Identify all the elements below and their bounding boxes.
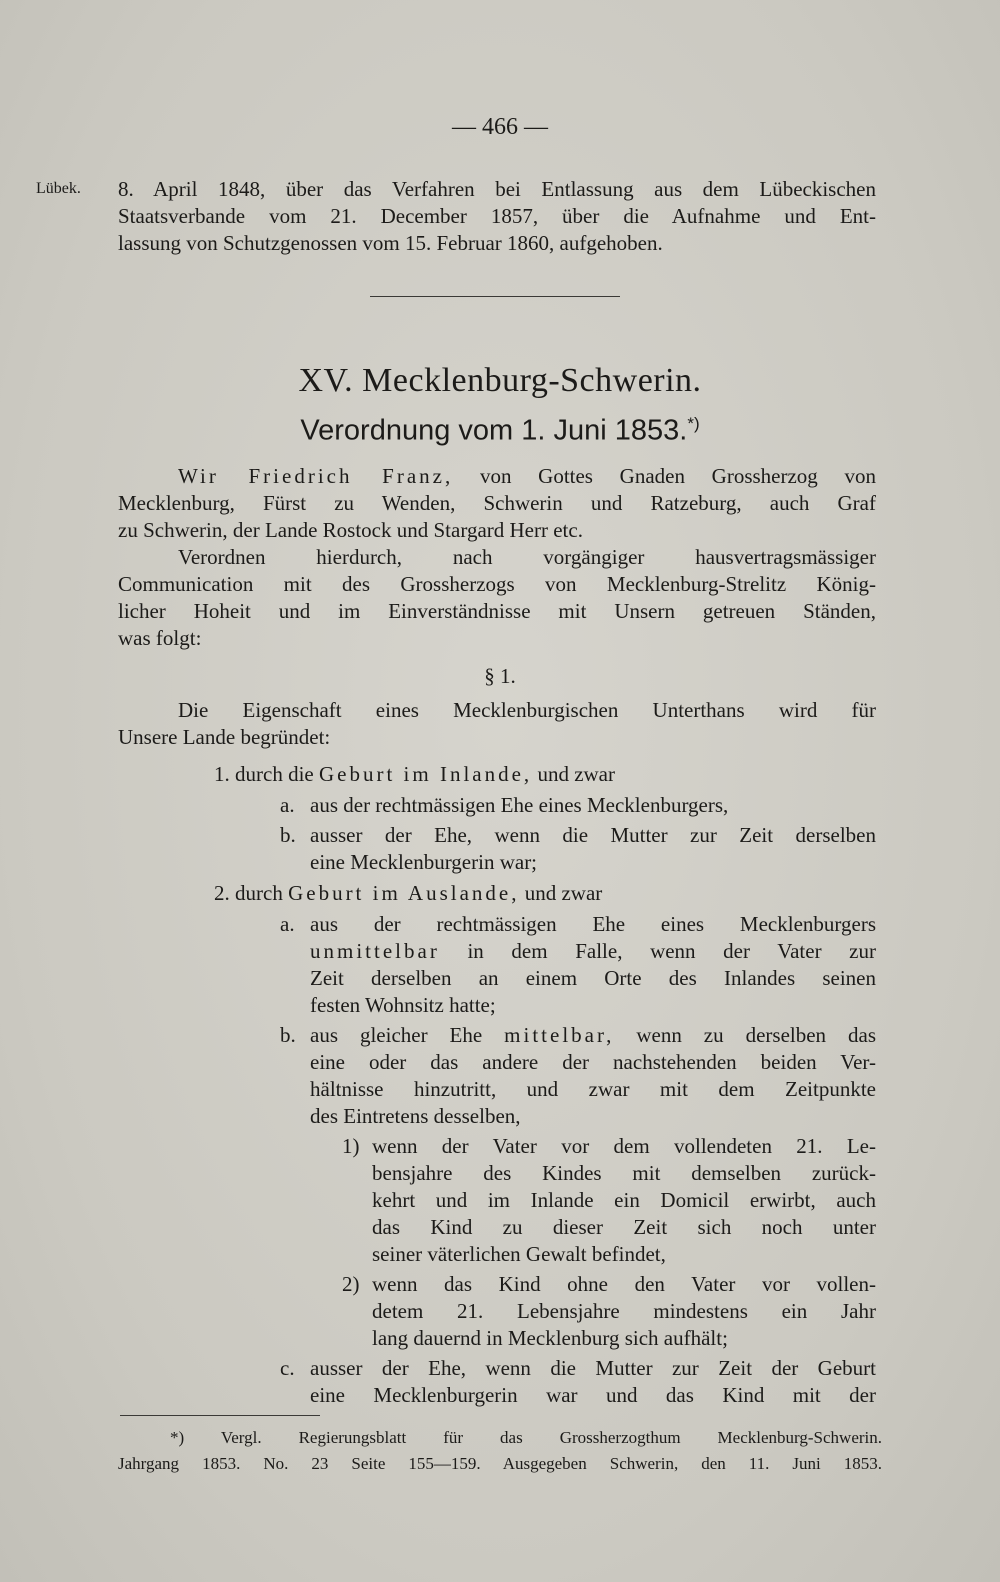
text-line: lang dauernd in Mecklenburg sich aufhält; <box>372 1326 728 1350</box>
preamble-line: Mecklenburg, Fürst zu Wenden, Schwerin und Ratzeburg, auch Graf <box>118 491 876 515</box>
spaced-text: unmittelbar <box>310 939 440 963</box>
text-line: bensjahre des Kindes mit demselben zurück- <box>372 1161 876 1185</box>
footnote-line: Jahrgang 1853. No. 23 Seite 155—159. Ausgegeben Schwerin, den 11. Juni 1853. <box>118 1454 882 1473</box>
text-line: Zeit derselben an einem Orte des Inlandes seinen <box>310 966 876 990</box>
spaced-text: Geburt im Inlande, <box>318 762 533 786</box>
decree-line: was folgt: <box>118 626 202 650</box>
text-line: eine oder das andere der nachstehenden beiden Ver- <box>310 1050 876 1074</box>
item-letter: a. <box>280 793 295 817</box>
sub-item-number: 1) <box>342 1134 360 1158</box>
text-line: Staatsverbande vom 21. December 1857, über die Aufnahme und Ent- <box>118 204 876 228</box>
decree-line: Verordnen hierdurch, nach vorgängiger hausvertragsmässiger <box>178 545 876 569</box>
ordinance-title-text: Verordnung vom 1. Juni 1853. <box>300 414 688 447</box>
spaced-text: Wir Friedrich Franz, <box>178 464 454 488</box>
text-line <box>310 1022 876 1049</box>
paragraph-sign: § 1. <box>484 664 516 688</box>
preamble-line: zu Schwerin, der Lande Rostock und Stargard Herr etc. <box>118 518 583 542</box>
item-letter: a. <box>280 912 295 936</box>
text-line: wenn der Vater vor dem vollendeten 21. Le- <box>372 1134 876 1158</box>
text-span: in dem Falle, wenn der Vater zur <box>467 939 877 963</box>
footnote-rule <box>120 1415 320 1416</box>
text-span: durch <box>235 881 283 905</box>
item-number: 1. <box>214 762 230 786</box>
intro-line: Die Eigenschaft eines Mecklenburgischen Unterthans wird für <box>178 698 876 722</box>
intro-line: Unsere Lande begründet: <box>118 725 331 749</box>
text-line: kehrt und im Inlande ein Domicil erwirbt, auch <box>372 1188 876 1212</box>
text-span: durch die <box>235 762 314 786</box>
text-line: wenn das Kind ohne den Vater vor vollen- <box>372 1272 876 1296</box>
list-item <box>214 880 602 907</box>
text-line: aus der rechtmässigen Ehe eines Mecklenburgers <box>310 912 876 936</box>
text-span: von Gottes Gnaden Grossherzog von <box>479 464 877 488</box>
text-line: eine Mecklenburgerin war und das Kind mit der <box>310 1383 876 1407</box>
text-span: aus gleicher Ehe <box>310 1023 483 1047</box>
preamble-line <box>178 463 876 490</box>
spaced-text: Geburt im Auslande, <box>288 881 520 905</box>
decree-line: licher Hoheit und im Einverständnisse mit Unsern getreuen Ständen, <box>118 599 876 623</box>
footnote-line: *) Vergl. Regierungsblatt für das Grossherzogthum Mecklenburg-Schwerin. <box>170 1428 882 1447</box>
decree-line: Communication mit des Grossherzogs von Mecklenburg-Strelitz König- <box>118 572 876 596</box>
text-span: und zwar <box>524 881 603 905</box>
text-line: aus der rechtmässigen Ehe eines Mecklenburgers, <box>310 793 729 817</box>
text-line: das Kind zu dieser Zeit sich noch unter <box>372 1215 876 1239</box>
text-line: 8. April 1848, über das Verfahren bei Entlassung aus dem Lübeckischen <box>118 177 876 201</box>
sub-item-number: 2) <box>342 1272 360 1296</box>
item-number: 2. <box>214 881 230 905</box>
spaced-text: mittelbar, <box>504 1023 615 1047</box>
text-line: eine Mecklenburgerin war; <box>310 850 538 874</box>
separator-rule <box>370 296 620 297</box>
list-item <box>214 761 615 788</box>
page-number: — 466 — <box>452 114 548 140</box>
item-letter: c. <box>280 1356 295 1380</box>
text-line: ausser der Ehe, wenn die Mutter zur Zeit derselben <box>310 823 876 847</box>
text-line: festen Wohnsitz hatte; <box>310 993 496 1017</box>
footnote-marker: *) <box>687 414 700 433</box>
margin-note: Lübek. <box>36 180 81 197</box>
text-line: des Eintretens desselben, <box>310 1104 521 1128</box>
text-line: detem 21. Lebensjahre mindestens ein Jahr <box>372 1299 876 1323</box>
text-line: hältnisse hinzutritt, und zwar mit dem Zeitpunkte <box>310 1077 876 1101</box>
text-span: wenn zu derselben das <box>636 1023 877 1047</box>
text-line: lassung von Schutzgenossen vom 15. Februar 1860, aufgehoben. <box>118 231 663 255</box>
ordinance-title <box>0 414 1000 448</box>
text-line <box>310 938 876 965</box>
section-heading: XV. Mecklenburg-Schwerin. <box>298 362 702 399</box>
text-span: und zwar <box>537 762 615 786</box>
text-line: ausser der Ehe, wenn die Mutter zur Zeit der Geburt <box>310 1356 876 1380</box>
text-line: seiner väterlichen Gewalt befindet, <box>372 1242 666 1266</box>
item-letter: b. <box>280 823 296 847</box>
item-letter: b. <box>280 1023 296 1047</box>
